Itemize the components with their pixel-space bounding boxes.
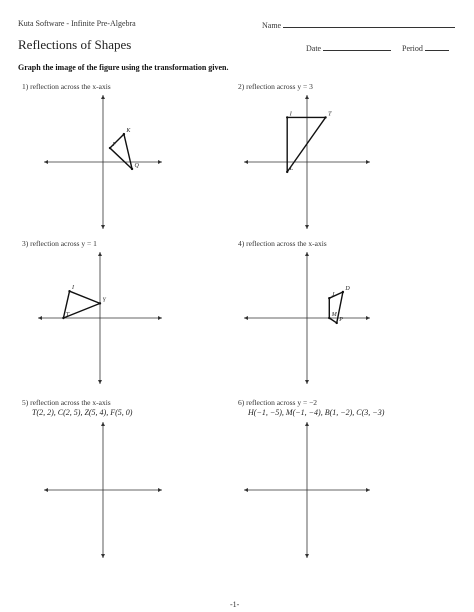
- y-arrow-up: [305, 252, 309, 256]
- x-arrow-left: [44, 488, 48, 492]
- period-label: Period: [402, 44, 423, 53]
- vertex-label: T: [65, 312, 70, 318]
- x-arrow-right: [366, 160, 370, 164]
- y-arrow-down: [101, 225, 105, 229]
- problem-5-label: 5) reflection across the x-axis: [22, 398, 111, 407]
- y-arrow-down: [98, 380, 102, 384]
- x-arrow-right: [158, 160, 162, 164]
- x-arrow-left: [38, 316, 42, 320]
- vertex-label: L: [289, 165, 294, 172]
- y-arrow-up: [305, 95, 309, 99]
- graph-5[interactable]: [42, 420, 164, 560]
- vertex-point: [109, 147, 111, 149]
- vertex-label: J: [331, 292, 335, 299]
- y-arrow-up: [98, 252, 102, 256]
- instructions: Graph the image of the figure using the transformation given.: [18, 63, 229, 72]
- graph-2[interactable]: [242, 93, 372, 231]
- vertex-label: F: [112, 142, 117, 149]
- x-arrow-right: [366, 316, 370, 320]
- vertex-point: [328, 297, 330, 299]
- problem-5-points: T(2, 2), C(2, 5), Z(5, 4), F(5, 0): [32, 408, 133, 417]
- name-label: Name: [262, 21, 282, 30]
- x-arrow-left: [244, 160, 248, 164]
- name-field[interactable]: [262, 19, 455, 30]
- y-arrow-down: [305, 380, 309, 384]
- graph-3[interactable]: [36, 250, 164, 386]
- vertex-point: [99, 302, 101, 304]
- y-arrow-down: [305, 225, 309, 229]
- vertex-label: I: [72, 285, 75, 292]
- vertex-point: [131, 168, 133, 170]
- y-arrow-up: [101, 422, 105, 426]
- vertex-point: [328, 317, 330, 319]
- vertex-point: [342, 291, 344, 293]
- problem-3-label: 3) reflection across y = 1: [22, 239, 97, 248]
- vertex-point: [324, 116, 326, 118]
- y-arrow-up: [305, 422, 309, 426]
- date-line: [323, 42, 391, 51]
- x-arrow-left: [44, 160, 48, 164]
- vertex-label: Q: [134, 162, 139, 169]
- vertex-point: [62, 317, 64, 319]
- graph-4[interactable]: [242, 250, 372, 386]
- page-title: Reflections of Shapes: [18, 37, 132, 52]
- vertex-label: M: [331, 312, 337, 318]
- vertex-label: Y: [102, 297, 106, 304]
- name-line: [283, 19, 455, 28]
- vertex-point: [336, 322, 338, 324]
- problem-4-label: 4) reflection across the x-axis: [238, 239, 327, 248]
- period-line: [425, 42, 449, 51]
- vertex-label: K: [126, 128, 131, 135]
- problem-6-label: 6) reflection across y = −2: [238, 398, 318, 407]
- vertex-point: [286, 116, 288, 118]
- period-field[interactable]: [402, 42, 449, 53]
- problem-1-label: 1) reflection across the x-axis: [22, 82, 111, 91]
- problem-6-points: H(−1, −5), M(−1, −4), B(1, −2), C(3, −3): [248, 408, 385, 417]
- date-field[interactable]: [306, 42, 391, 53]
- y-arrow-up: [101, 95, 105, 99]
- figure-polygon: [287, 117, 325, 171]
- problem-2-label: 2) reflection across y = 3: [238, 82, 313, 91]
- graph-6[interactable]: [242, 420, 372, 560]
- vertex-label: T: [328, 111, 332, 118]
- x-arrow-left: [244, 316, 248, 320]
- date-label: Date: [306, 44, 322, 53]
- vertex-point: [286, 171, 288, 173]
- x-arrow-right: [158, 316, 162, 320]
- vertex-point: [68, 290, 70, 292]
- vertex-label: P: [339, 316, 343, 323]
- y-arrow-down: [101, 554, 105, 558]
- x-arrow-left: [244, 488, 248, 492]
- figure-polygon: [110, 134, 132, 169]
- page-number: -1-: [230, 600, 240, 609]
- vertex-label: I: [289, 111, 292, 118]
- graph-1[interactable]: [42, 93, 164, 231]
- x-arrow-right: [366, 488, 370, 492]
- y-arrow-down: [305, 554, 309, 558]
- x-arrow-right: [158, 488, 162, 492]
- software-name: Kuta Software - Infinite Pre-Algebra: [18, 19, 136, 28]
- vertex-label: D: [345, 286, 350, 292]
- vertex-point: [123, 133, 125, 135]
